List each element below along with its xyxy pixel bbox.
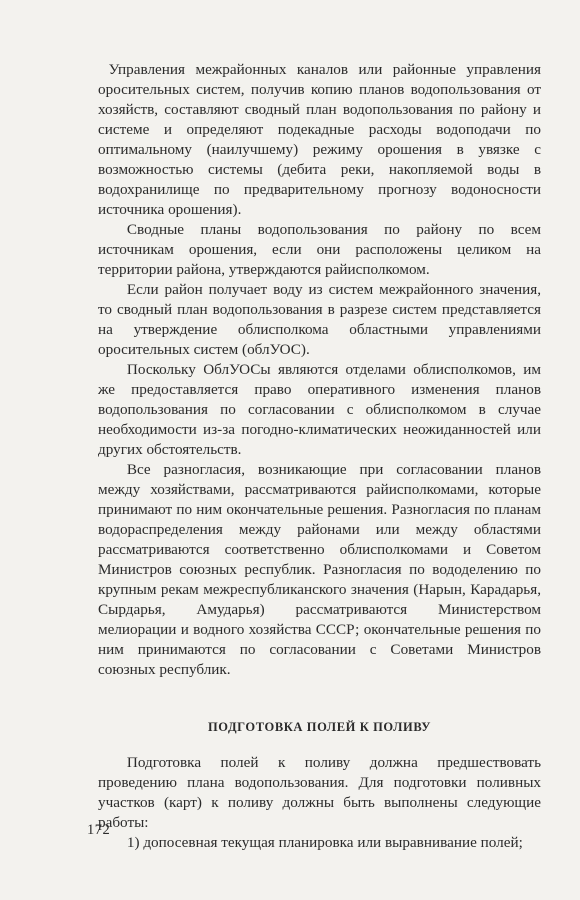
paragraph: Все разногласия, возникающие при согласовании планов между хозяйствами, рассматриваются райисполкомами, которые принимают по ним окончательные решения. Разногласия по планам водораспределения между районами или между областями рассматриваются соответственно облисполкомами и Советом Министров союзных республик. Разногласия по вододелению по крупным рекам межреспубликанского значения (Нарын, Карадарья, Сырдарья, Амударья) рассматриваются Министерством мелиорации и водного хозяйства СССР; окончательные решения по ним принимаются по согласовании с Советами Министров союзных республик. bbox=[98, 461, 541, 678]
paragraph: Сводные планы водопользования по району по всем источникам орошения, если они расположены целиком на территории района, утверждаются райисполкомом. bbox=[98, 221, 541, 278]
paragraph: Поскольку ОблУОСы являются отделами облисполкомов, им же предоставляется право оперативного изменения планов водопользования по согласовании с облисполкомом в случае необходимости из-за погодно-климатических неожиданностей или других обстоятельств. bbox=[98, 361, 541, 458]
page-body bbox=[98, 60, 541, 853]
paragraph: Управления межрайонных каналов или районные управления оросительных систем, получив копию планов водопользования от хозяйств, составляют сводный план водопользования по району и системе и определяют подекадные расходы водоподачи по оптимальному (наилучшему) режиму орошения в увязке с возможностью системы (дебита реки, накопляемой воды в водохранилище по предварительному прогнозу водоносности источника орошения). bbox=[98, 61, 541, 218]
paragraph: Подготовка полей к поливу должна предшествовать проведению плана водопользования. Для подготовки поливных участков (карт) к поливу должны быть выполнены следующие работы: bbox=[98, 754, 541, 831]
section-heading: ПОДГОТОВКА ПОЛЕЙ К ПОЛИВУ bbox=[207, 720, 432, 734]
page-number: 172 bbox=[87, 822, 111, 838]
list-item: 1) допосевная текущая планировка или выравнивание полей; bbox=[126, 834, 523, 851]
paragraph: Если район получает воду из систем межрайонного значения, то сводный план водопользования в разрезе систем представляется на утверждение облисполкома областными управлениями оросительных систем (облУОС). bbox=[98, 281, 541, 358]
